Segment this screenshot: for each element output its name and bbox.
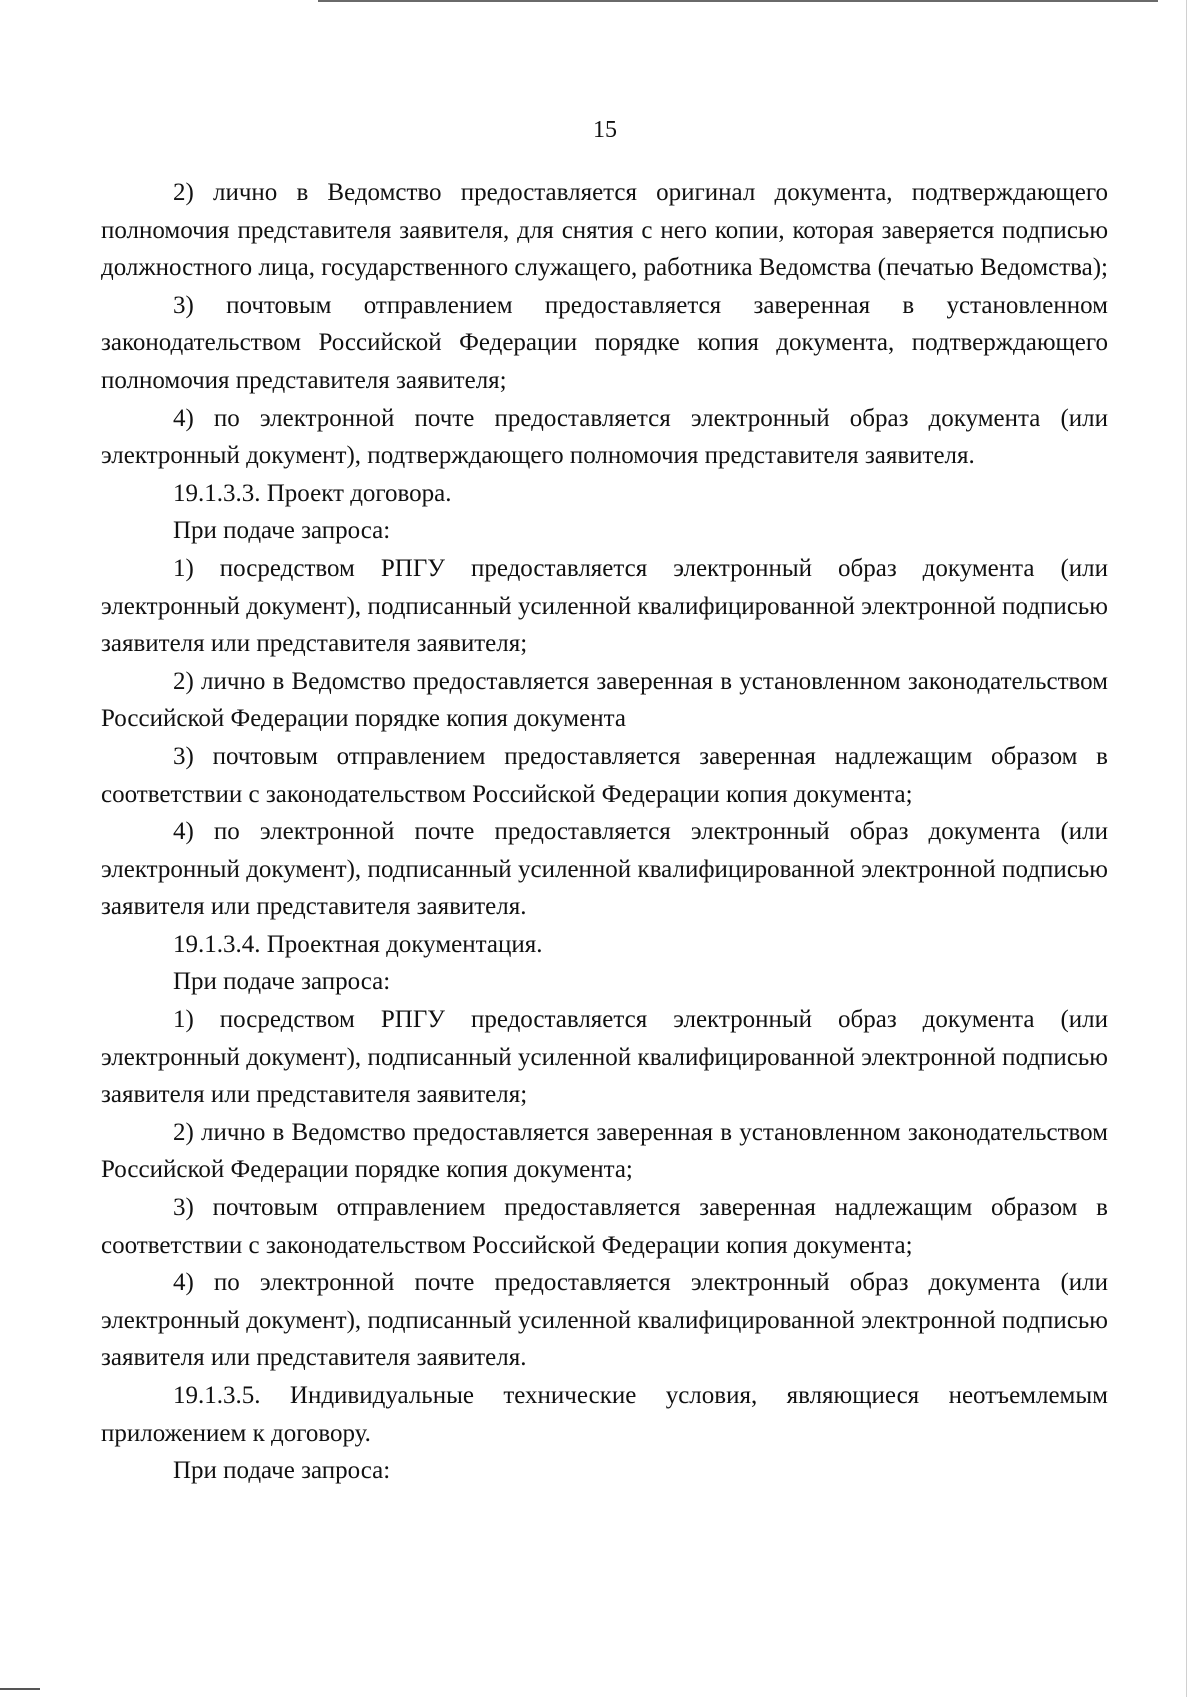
paragraph-item-4-by-email: 4) по электронной почте предоставляется электронный образ документа (или электронный документ), подтверждающего полномочия представителя заявителя. [101,404,1108,470]
paragraph-item-3-by-post: 3) почтовым отправлением предоставляется заверенная надлежащим образом в соответствии с законодательством Российской Федерации копия документа; [101,742,1108,808]
scan-corner-mark [0,1688,40,1690]
right-edge-line [1186,0,1187,1697]
paragraph-request-intro: При подаче запроса: [173,517,391,545]
paragraph-item-2-in-person: 2) лично в Ведомство предоставляется заверенная в установленном законодательством Российской Федерации порядке копия документа; [101,1118,1108,1184]
section-heading-19-1-3-4: 19.1.3.4. Проектная документация. [173,930,543,958]
paragraph-item-2-in-person: 2) лично в Ведомство предоставляется заверенная в установленном законодательством Российской Федерации порядке копия документа [101,667,1108,733]
paragraph-request-intro: При подаче запроса: [173,1457,391,1485]
paragraph-item-2-in-person: 2) лично в Ведомство предоставляется оригинал документа, подтверждающего полномочия представителя заявителя, для снятия с него копии, которая заверяется подписью должностного лица, государственного служащего, работника Ведомства (печатью Ведомства); [101,179,1108,282]
document-body [101,174,1108,1490]
section-heading-19-1-3-3: 19.1.3.3. Проект договора. [173,479,452,507]
page-number: 15 [593,117,617,143]
section-heading-19-1-3-5: 19.1.3.5. Индивидуальные технические условия, являющиеся неотъемлемым приложением к договору. [101,1382,1108,1447]
top-border-line [318,0,1158,2]
paragraph-item-3-by-post: 3) почтовым отправлением предоставляется заверенная в установленном законодательством Российской Федерации порядке копия документа, подтверждающего полномочия представителя заявителя; [101,291,1108,394]
paragraph-item-4-by-email: 4) по электронной почте предоставляется электронный образ документа (или электронный документ), подписанный усиленной квалифицированной электронной подписью заявителя или представителя заявителя. [101,818,1108,921]
paragraph-item-4-by-email: 4) по электронной почте предоставляется электронный образ документа (или электронный документ), подписанный усиленной квалифицированной электронной подписью заявителя или представителя заявителя. [101,1269,1108,1372]
paragraph-item-1-rpgu: 1) посредством РПГУ предоставляется электронный образ документа (или электронный документ), подписанный усиленной квалифицированной электронной подписью заявителя или представителя заявителя; [101,554,1108,658]
paragraph-item-3-by-post: 3) почтовым отправлением предоставляется заверенная надлежащим образом в соответствии с законодательством Российской Федерации копия документа; [101,1194,1108,1259]
paragraph-request-intro: При подаче запроса: [173,968,391,996]
paragraph-item-1-rpgu: 1) посредством РПГУ предоставляется электронный образ документа (или электронный документ), подписанный усиленной квалифицированной электронной подписью заявителя или представителя заявителя; [101,1006,1108,1109]
